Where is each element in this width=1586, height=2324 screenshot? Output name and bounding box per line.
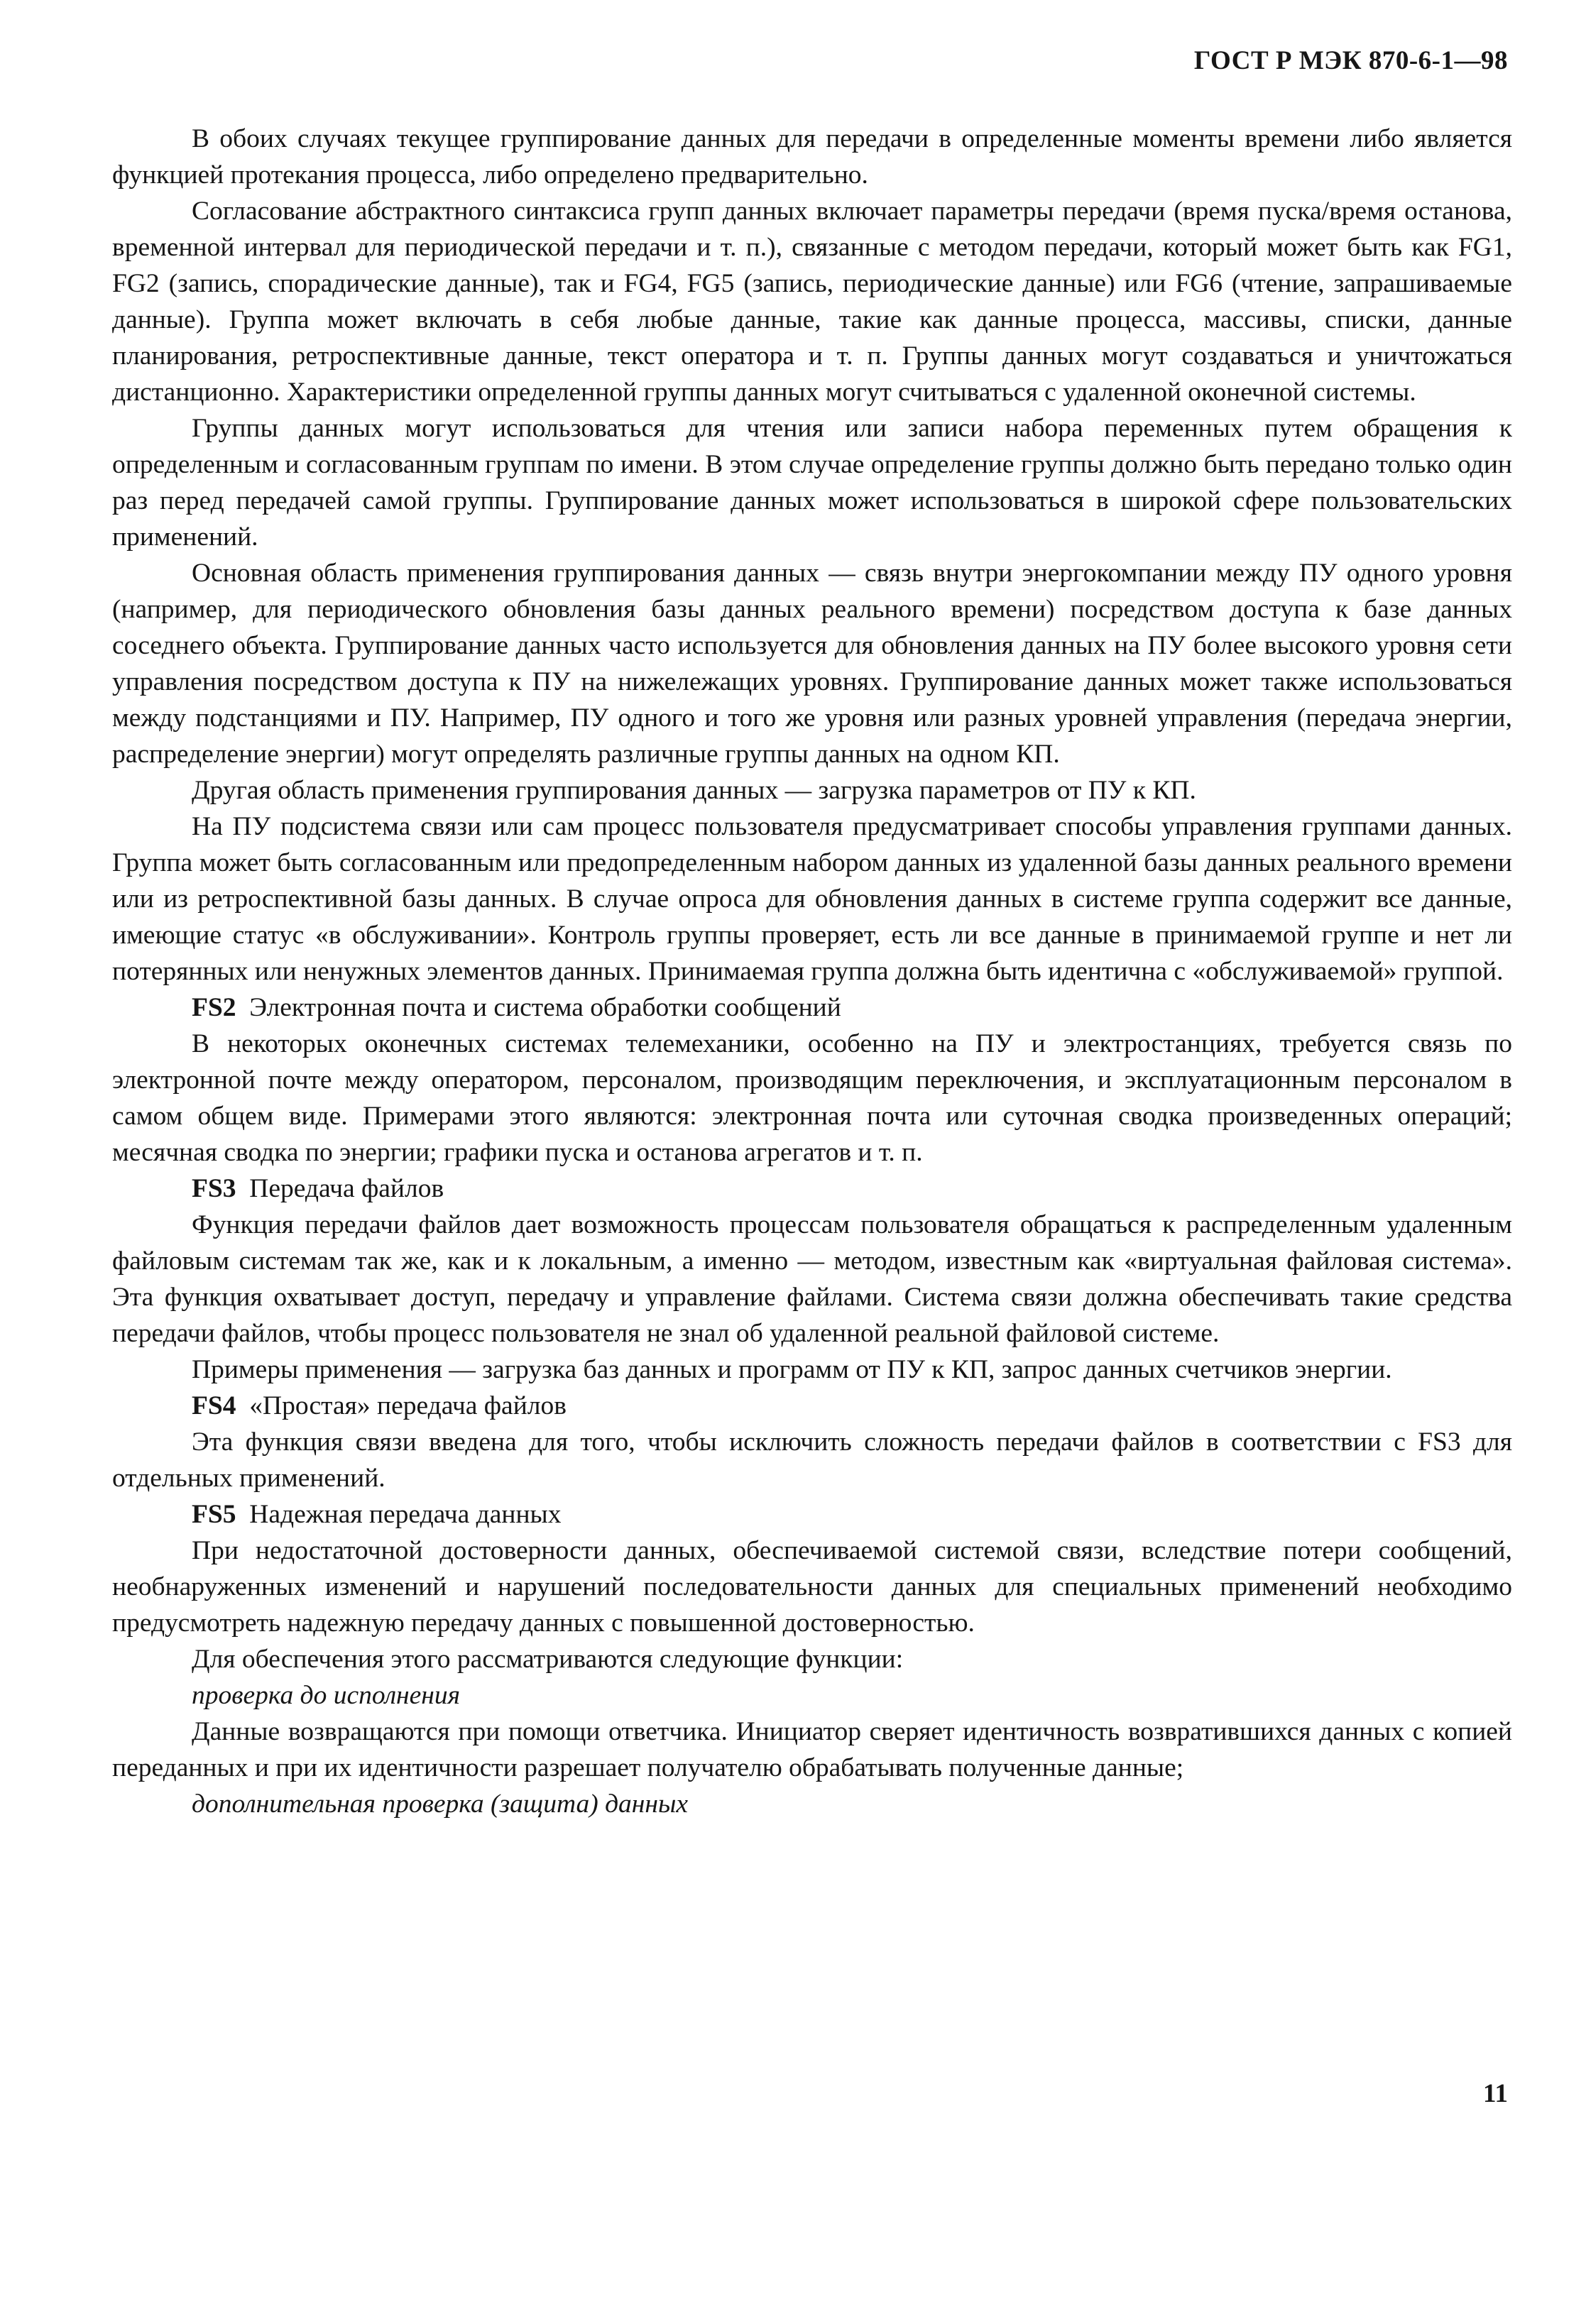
paragraph: На ПУ подсистема связи или сам процесс пользователя предусматривает способы управления группами данных. Группа может быть согласованным или предопределенным набором данных из удаленной базы данных реального времени или из ретроспективной базы данных. В случае опроса для обновления данных в системе группа содержит все данные, имеющие статус «в обслуживании». Контроль группы проверяет, есть ли все данные в принимаемой группе и нет ли потерянных или ненужных элементов данных. Принимаемая группа должна быть идентична с «обслуживаемой» группой.	[112, 812, 1512, 986]
section-title: Передача файлов	[249, 1174, 444, 1203]
section-code: FS4	[192, 1391, 236, 1420]
italic-subheading: дополнительная проверка (защита) данных	[192, 1789, 689, 1819]
section-code: FS2	[192, 993, 236, 1022]
section-heading-fs3	[112, 1171, 1512, 1207]
paragraph: Другая область применения группирования данных — загрузка параметров от ПУ к КП.	[192, 776, 1196, 805]
section-code: FS3	[192, 1174, 236, 1203]
paragraph: Примеры применения — загрузка баз данных и программ от ПУ к КП, запрос данных счетчиков энергии.	[192, 1355, 1392, 1384]
document-body	[112, 121, 1512, 1822]
paragraph: Группы данных могут использоваться для чтения или записи набора переменных путем обращения к определенным и согласованным группам по имени. В этом случае определение группы должно быть передано только один раз перед передачей самой группы. Группирование данных может использоваться в широкой сфере пользовательских применений.	[112, 414, 1512, 552]
paragraph: При недостаточной достоверности данных, обеспечиваемой системой связи, вследствие потери сообщений, необнаруженных изменений и нарушений последовательности данных для специальных применений необходимо предусмотреть надежную передачу данных с повышенной достоверностью.	[112, 1536, 1512, 1638]
paragraph: Данные возвращаются при помощи ответчика. Инициатор сверяет идентичность возвратившихся данных с копией переданных и при их идентичности разрешает получателю обрабатывать полученные данные;	[112, 1717, 1512, 1782]
section-title: Надежная передача данных	[249, 1500, 562, 1529]
section-title: «Простая» передача файлов	[249, 1391, 567, 1420]
italic-subheading: проверка до исполнения	[192, 1681, 461, 1710]
paragraph: В обоих случаях текущее группирование данных для передачи в определенные моменты времени либо является функцией протекания процесса, либо определено предварительно.	[112, 124, 1512, 190]
paragraph: Функция передачи файлов дает возможность процессам пользователя обращаться к распределенным удаленным файловым системам так же, как и к локальным, а именно — методом, известным как «виртуальная файловая система». Эта функция охватывает доступ, передачу и управление файлами. Система связи должна обеспечивать такие средства передачи файлов, чтобы процесс пользователя не знал об удаленной реальной файловой системе.	[112, 1210, 1512, 1348]
paragraph: Для обеспечения этого рассматриваются следующие функции:	[192, 1645, 904, 1674]
page-number: 11	[1483, 2079, 1508, 2108]
paragraph: В некоторых оконечных системах телемеханики, особенно на ПУ и электростанциях, требуется связь по электронной почте между оператором, персоналом, производящим переключения, и эксплуатационным персоналом в самом общем виде. Примерами этого являются: электронная почта или суточная сводка произведенных операций; месячная сводка по энергии; графики пуска и останова агрегатов и т. п.	[112, 1029, 1512, 1167]
paragraph: Согласование абстрактного синтаксиса групп данных включает параметры передачи (время пуска/время останова, временной интервал для периодической передачи и т. п.), связанные с методом передачи, который может быть как FG1, FG2 (запись, спорадические данные), так и FG4, FG5 (запись, периодические данные) или FG6 (чтение, запрашиваемые данные). Группа может включать в себя любые данные, такие как данные процесса, массивы, списки, данные планирования, ретроспективные данные, текст оператора и т. п. Группы данных могут создаваться и уничтожаться дистанционно. Характеристики определенной группы данных могут считываться с удаленной оконечной системы.	[112, 197, 1512, 407]
section-heading-fs5	[112, 1496, 1512, 1533]
page-header: ГОСТ Р МЭК 870-6-1—98	[1193, 46, 1508, 75]
section-title: Электронная почта и система обработки сообщений	[249, 993, 841, 1022]
paragraph: Эта функция связи введена для того, чтобы исключить сложность передачи файлов в соответствии с FS3 для отдельных применений.	[112, 1427, 1512, 1493]
section-heading-fs2	[112, 990, 1512, 1026]
section-code: FS5	[192, 1500, 236, 1529]
paragraph: Основная область применения группирования данных — связь внутри энергокомпании между ПУ одного уровня (например, для периодического обновления базы данных реального времени) посредством доступа к базе данных соседнего объекта. Группирование данных часто используется для обновления данных на ПУ более высокого уровня сети управления посредством доступа к ПУ на нижележащих уровнях. Группирование данных может также использоваться между подстанциями и ПУ. Например, ПУ одного и того же уровня или разных уровней управления (передача энергии, распределение энергии) могут определять различные группы данных на одном КП.	[112, 559, 1512, 769]
section-heading-fs4	[112, 1388, 1512, 1424]
